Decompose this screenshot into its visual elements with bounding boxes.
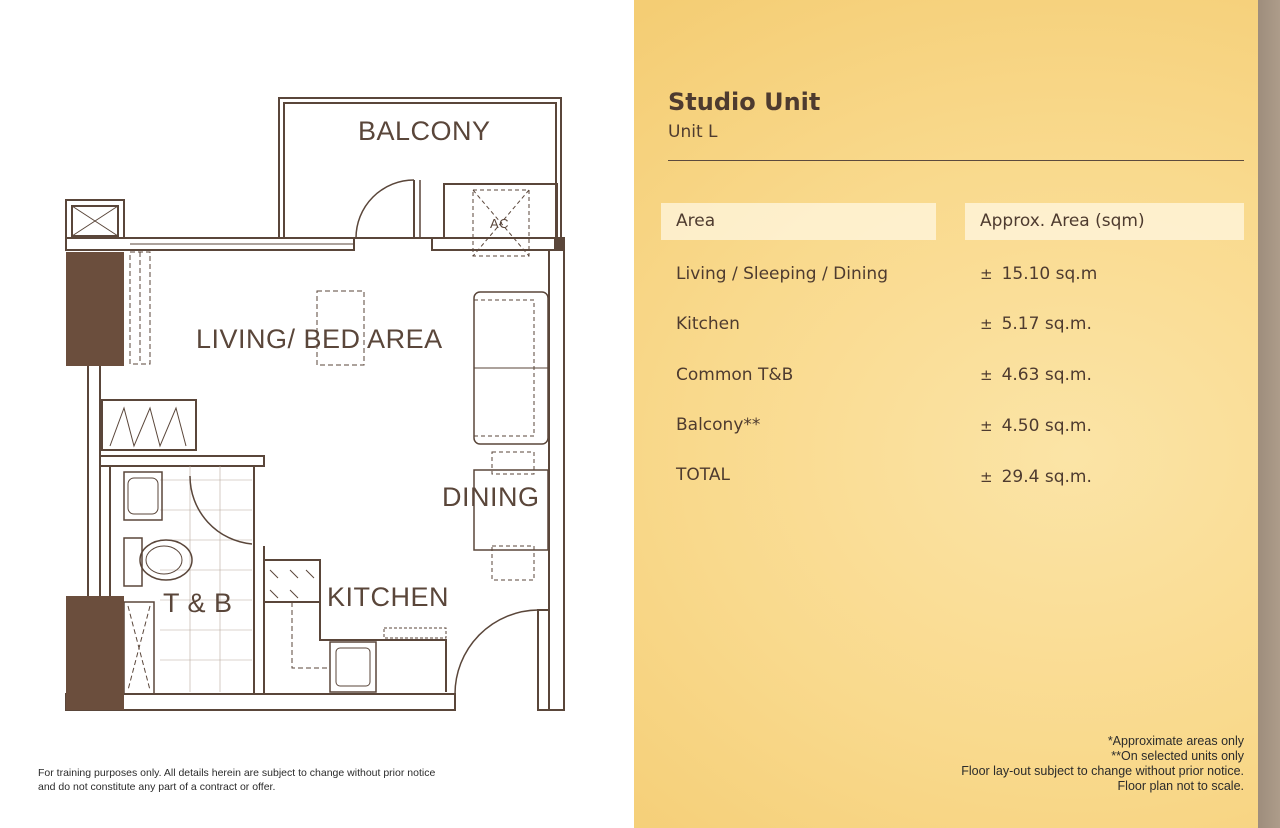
living-area-label: LIVING/ BED AREA <box>196 324 443 354</box>
area-value: 5.17 sq.m. <box>1001 314 1092 334</box>
area-row-name: Kitchen <box>676 314 740 334</box>
unit-info-panel <box>634 0 1258 828</box>
footnote: Floor lay-out subject to change without prior notice. <box>961 764 1244 778</box>
area-value: 4.63 sq.m. <box>1001 365 1092 385</box>
area-row-name: TOTAL <box>676 465 730 485</box>
floor-plan-panel <box>0 0 634 828</box>
balcony-door-swing <box>356 180 414 238</box>
plus-minus-icon: ± <box>980 366 993 384</box>
plus-minus-icon: ± <box>980 315 993 333</box>
footnote: Floor plan not to scale. <box>1117 779 1244 793</box>
area-row-name: Balcony** <box>676 415 761 435</box>
bottom-wall <box>66 694 455 710</box>
floor-plan-drawing <box>0 0 634 828</box>
area-row-value <box>980 314 1092 334</box>
column-top <box>66 252 124 366</box>
area-value: 15.10 sq.m <box>1001 264 1098 284</box>
tb-label: T & B <box>163 588 233 618</box>
area-value: 29.4 sq.m. <box>1001 467 1092 487</box>
area-row-value <box>980 264 1097 284</box>
footnotes <box>961 734 1244 794</box>
balcony-label: BALCONY <box>358 116 491 146</box>
plus-minus-icon: ± <box>980 265 993 283</box>
disclaimer-line: and do not constitute any part of a contract or offer. <box>38 781 276 793</box>
area-row-value <box>980 467 1092 487</box>
ac-label: AC <box>490 216 510 231</box>
area-row-value <box>980 365 1092 385</box>
disclaimer-line: For training purposes only. All details herein are subject to change without prior notice <box>38 767 436 779</box>
unit-title: Studio Unit <box>668 88 821 116</box>
dining-label: DINING <box>442 482 540 512</box>
table-header-approx-area: Approx. Area (sqm) <box>965 203 1244 240</box>
footnote: *Approximate areas only <box>1107 734 1244 748</box>
table-header-area: Area <box>661 203 936 240</box>
area-value: 4.50 sq.m. <box>1001 416 1092 436</box>
plus-minus-icon: ± <box>980 468 993 486</box>
area-row-name: Common T&B <box>676 365 794 385</box>
right-wall <box>549 250 564 710</box>
disclaimer <box>38 766 558 794</box>
entrance-door-swing <box>455 610 538 694</box>
footnote: **On selected units only <box>1111 749 1244 763</box>
title-divider <box>668 160 1244 161</box>
area-row-value <box>980 416 1092 436</box>
area-row-name: Living / Sleeping / Dining <box>676 264 889 284</box>
plus-minus-icon: ± <box>980 417 993 435</box>
page-edge-strip <box>1258 0 1280 828</box>
column-bottom <box>66 596 124 710</box>
kitchen-label: KITCHEN <box>327 582 450 612</box>
unit-subtitle: Unit L <box>668 122 718 142</box>
